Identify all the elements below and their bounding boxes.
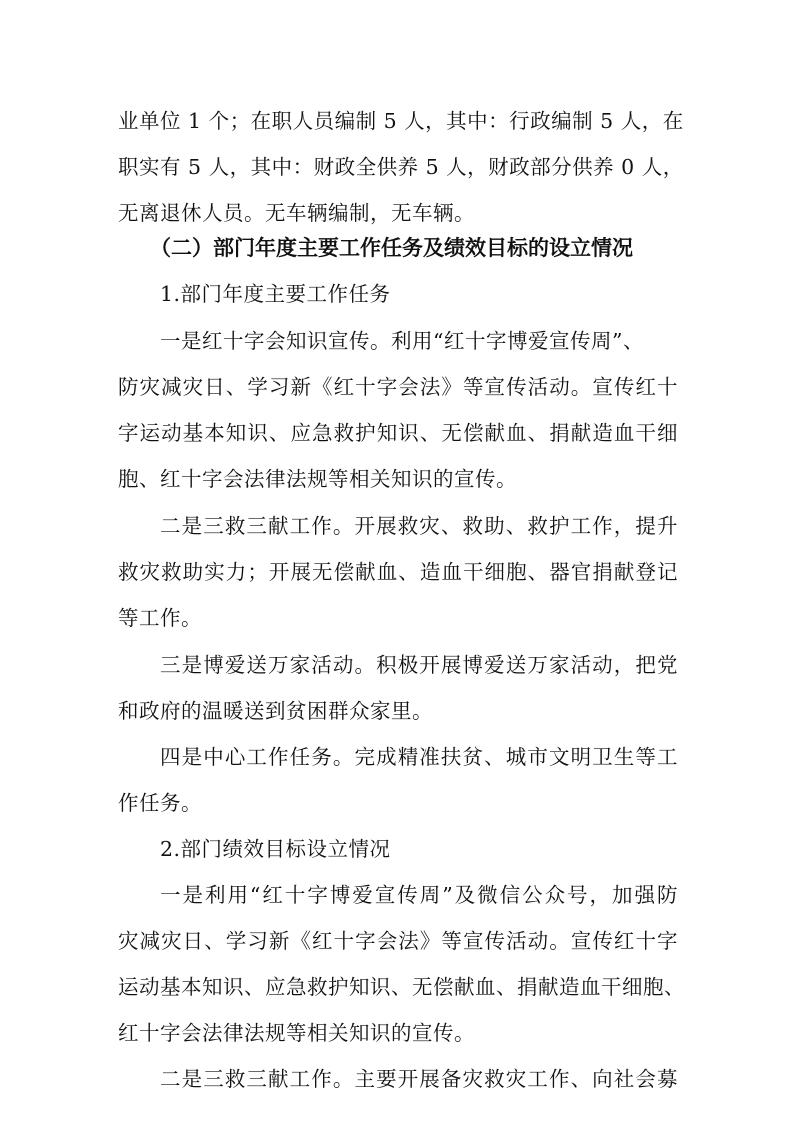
paragraph-line: 一是红十字会知识宣传。利用“红十字博爱宣传周”、 xyxy=(160,329,644,353)
paragraph-line: 防灾减灾日、学习新《红十字会法》等宣传活动。宣传红十 xyxy=(118,375,678,399)
paragraph-line: 胞、红十字会法律法规等相关知识的宣传。 xyxy=(118,467,517,491)
paragraph-line: 灾减灾日、学习新《红十字会法》等宣传活动。宣传红十字 xyxy=(118,929,678,953)
paragraph-line: 业单位 1 个；在职人员编制 5 人，其中：行政编制 5 人，在 xyxy=(118,109,684,133)
subsection-heading: 1.部门年度主要工作任务 xyxy=(160,282,391,306)
paragraph-line: 职实有 5 人，其中：财政全供养 5 人，财政部分供养 0 人， xyxy=(118,155,684,179)
paragraph-line: 运动基本知识、应急救护知识、无偿献血、捐献造血干细胞、 xyxy=(118,975,685,999)
paragraph-line: 一是利用“红十字博爱宣传周”及微信公众号，加强防 xyxy=(160,883,678,907)
paragraph-line: 二是三救三献工作。开展救灾、救助、救护工作，提升 xyxy=(160,514,678,538)
paragraph-line: 四是中心工作任务。完成精准扶贫、城市文明卫生等工 xyxy=(160,745,678,769)
paragraph-line: 救灾救助实力；开展无偿献血、造血干细胞、器官捐献登记 xyxy=(118,560,678,584)
paragraph-line: 等工作。 xyxy=(118,606,202,630)
paragraph-line: 三是博爱送万家活动。积极开展博爱送万家活动，把党 xyxy=(160,653,678,677)
subsection-heading: 2.部门绩效目标设立情况 xyxy=(160,837,391,861)
paragraph-line: 二是三救三献工作。主要开展备灾救灾工作、向社会募 xyxy=(160,1067,678,1091)
paragraph-line: 无离退休人员。无车辆编制，无车辆。 xyxy=(118,201,475,225)
paragraph-line: 作任务。 xyxy=(118,791,202,815)
paragraph-line: 红十字会法律法规等相关知识的宣传。 xyxy=(118,1021,475,1045)
paragraph-line: 字运动基本知识、应急救护知识、无偿献血、捐献造血干细 xyxy=(118,421,678,445)
paragraph-line: 和政府的温暖送到贫困群众家里。 xyxy=(118,699,433,723)
section-heading: （二）部门年度主要工作任务及绩效目标的设立情况 xyxy=(150,236,633,260)
